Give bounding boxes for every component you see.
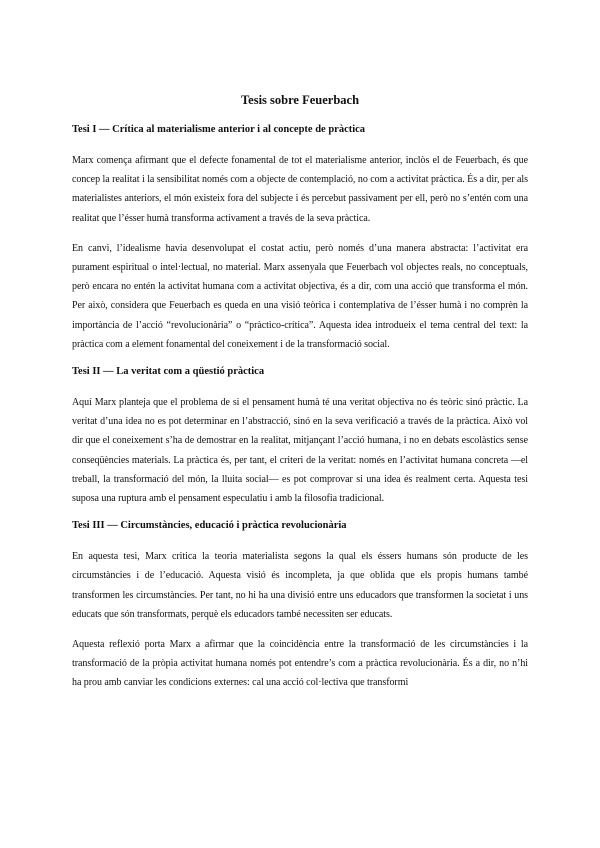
paragraph: Aquesta reflexió porta Marx a afirmar que la coincidència entre la transformació de les circumstàncies i la transformació de la pròpia activitat humana només pot entendre’s com a pràctica revolucionària. És a dir, no n’hi ha prou amb canviar les condicions externes: cal una acció col·lectiva que transformi [72,639,528,689]
paragraph: En canvi, l’idealisme havia desenvolupat el costat actiu, però només d’una manera abstracta: l’activitat era purament espiritual o intel·lectual, no material. Marx assenyala que Feuerbach vol objectes reals, no conceptuals, però encara no entén la activitat humana com a activitat objectiva, és a dir, com una acció que transforma el món. Per això, considera que Feuerbach es queda en una visió teòrica i contemplativa de l’ésser humà i no comprèn la importància de l’acció “revolucionària” o “pràctico-crítica”. Aquesta idea introdueix el tema central del text: la pràctica com a element fonamental del coneixement i de la transformació social. [72,242,528,350]
document-title: Tesis sobre Feuerbach [240,93,360,107]
paragraph: Aquí Marx planteja que el problema de si el pensament humà té una veritat objectiva no és teòric sinó pràctic. La veritat d’una idea no es pot determinar en l’abstracció, sinó en la seva verificació a través de la pràctica. Això vol dir que el coneixement s’ha de demostrar en la realitat, mitjançant l’acció humana, i no en debats escolàstics sense conseqüències materials. La pràctica és, per tant, el criteri de la veritat: només en l’activitat humana concreta —el treball, la transformació del món, la lluita social— es pot comprovar si una idea és realment certa. Aquesta tesi suposa una ruptura amb el pensament especulatiu i amb la filosofia tradicional. [72,397,528,505]
paragraph: Marx comença afirmant que el defecte fonamental de tot el materialisme anterior, inclòs el de Feuerbach, és que concep la realitat i la sensibilitat només com a objecte de contemplació, no com a activitat pràctica. És a dir, per als materialistes anteriors, el món existeix fora del subjecte i és percebut passivament per ell, però no s’entén com una realitat que l’ésser humà transforma activament a través de la seva pràctica. [72,155,528,224]
section-heading-tesi-1: Tesi I — Crítica al materialisme anterior i al concepte de pràctica [72,124,366,135]
section-heading-tesi-2: Tesi II — La veritat com a qüestió pràctica [72,366,265,378]
document-page [72,92,528,693]
paragraph: En aquesta tesi, Marx critica la teoria materialista segons la qual els éssers humans són producte de les circumstàncies i de l’educació. Aquesta visió és incompleta, ja que oblida que els propis humans també transformen les circumstàncies. Per tant, no hi ha una divisió entre uns educadors que transformen la societat i uns educats que són transformats, perquè els educadors també necessiten ser educats. [72,551,528,620]
section-heading-tesi-3: Tesi III — Circumstàncies, educació i pràctica revolucionària [72,520,347,532]
